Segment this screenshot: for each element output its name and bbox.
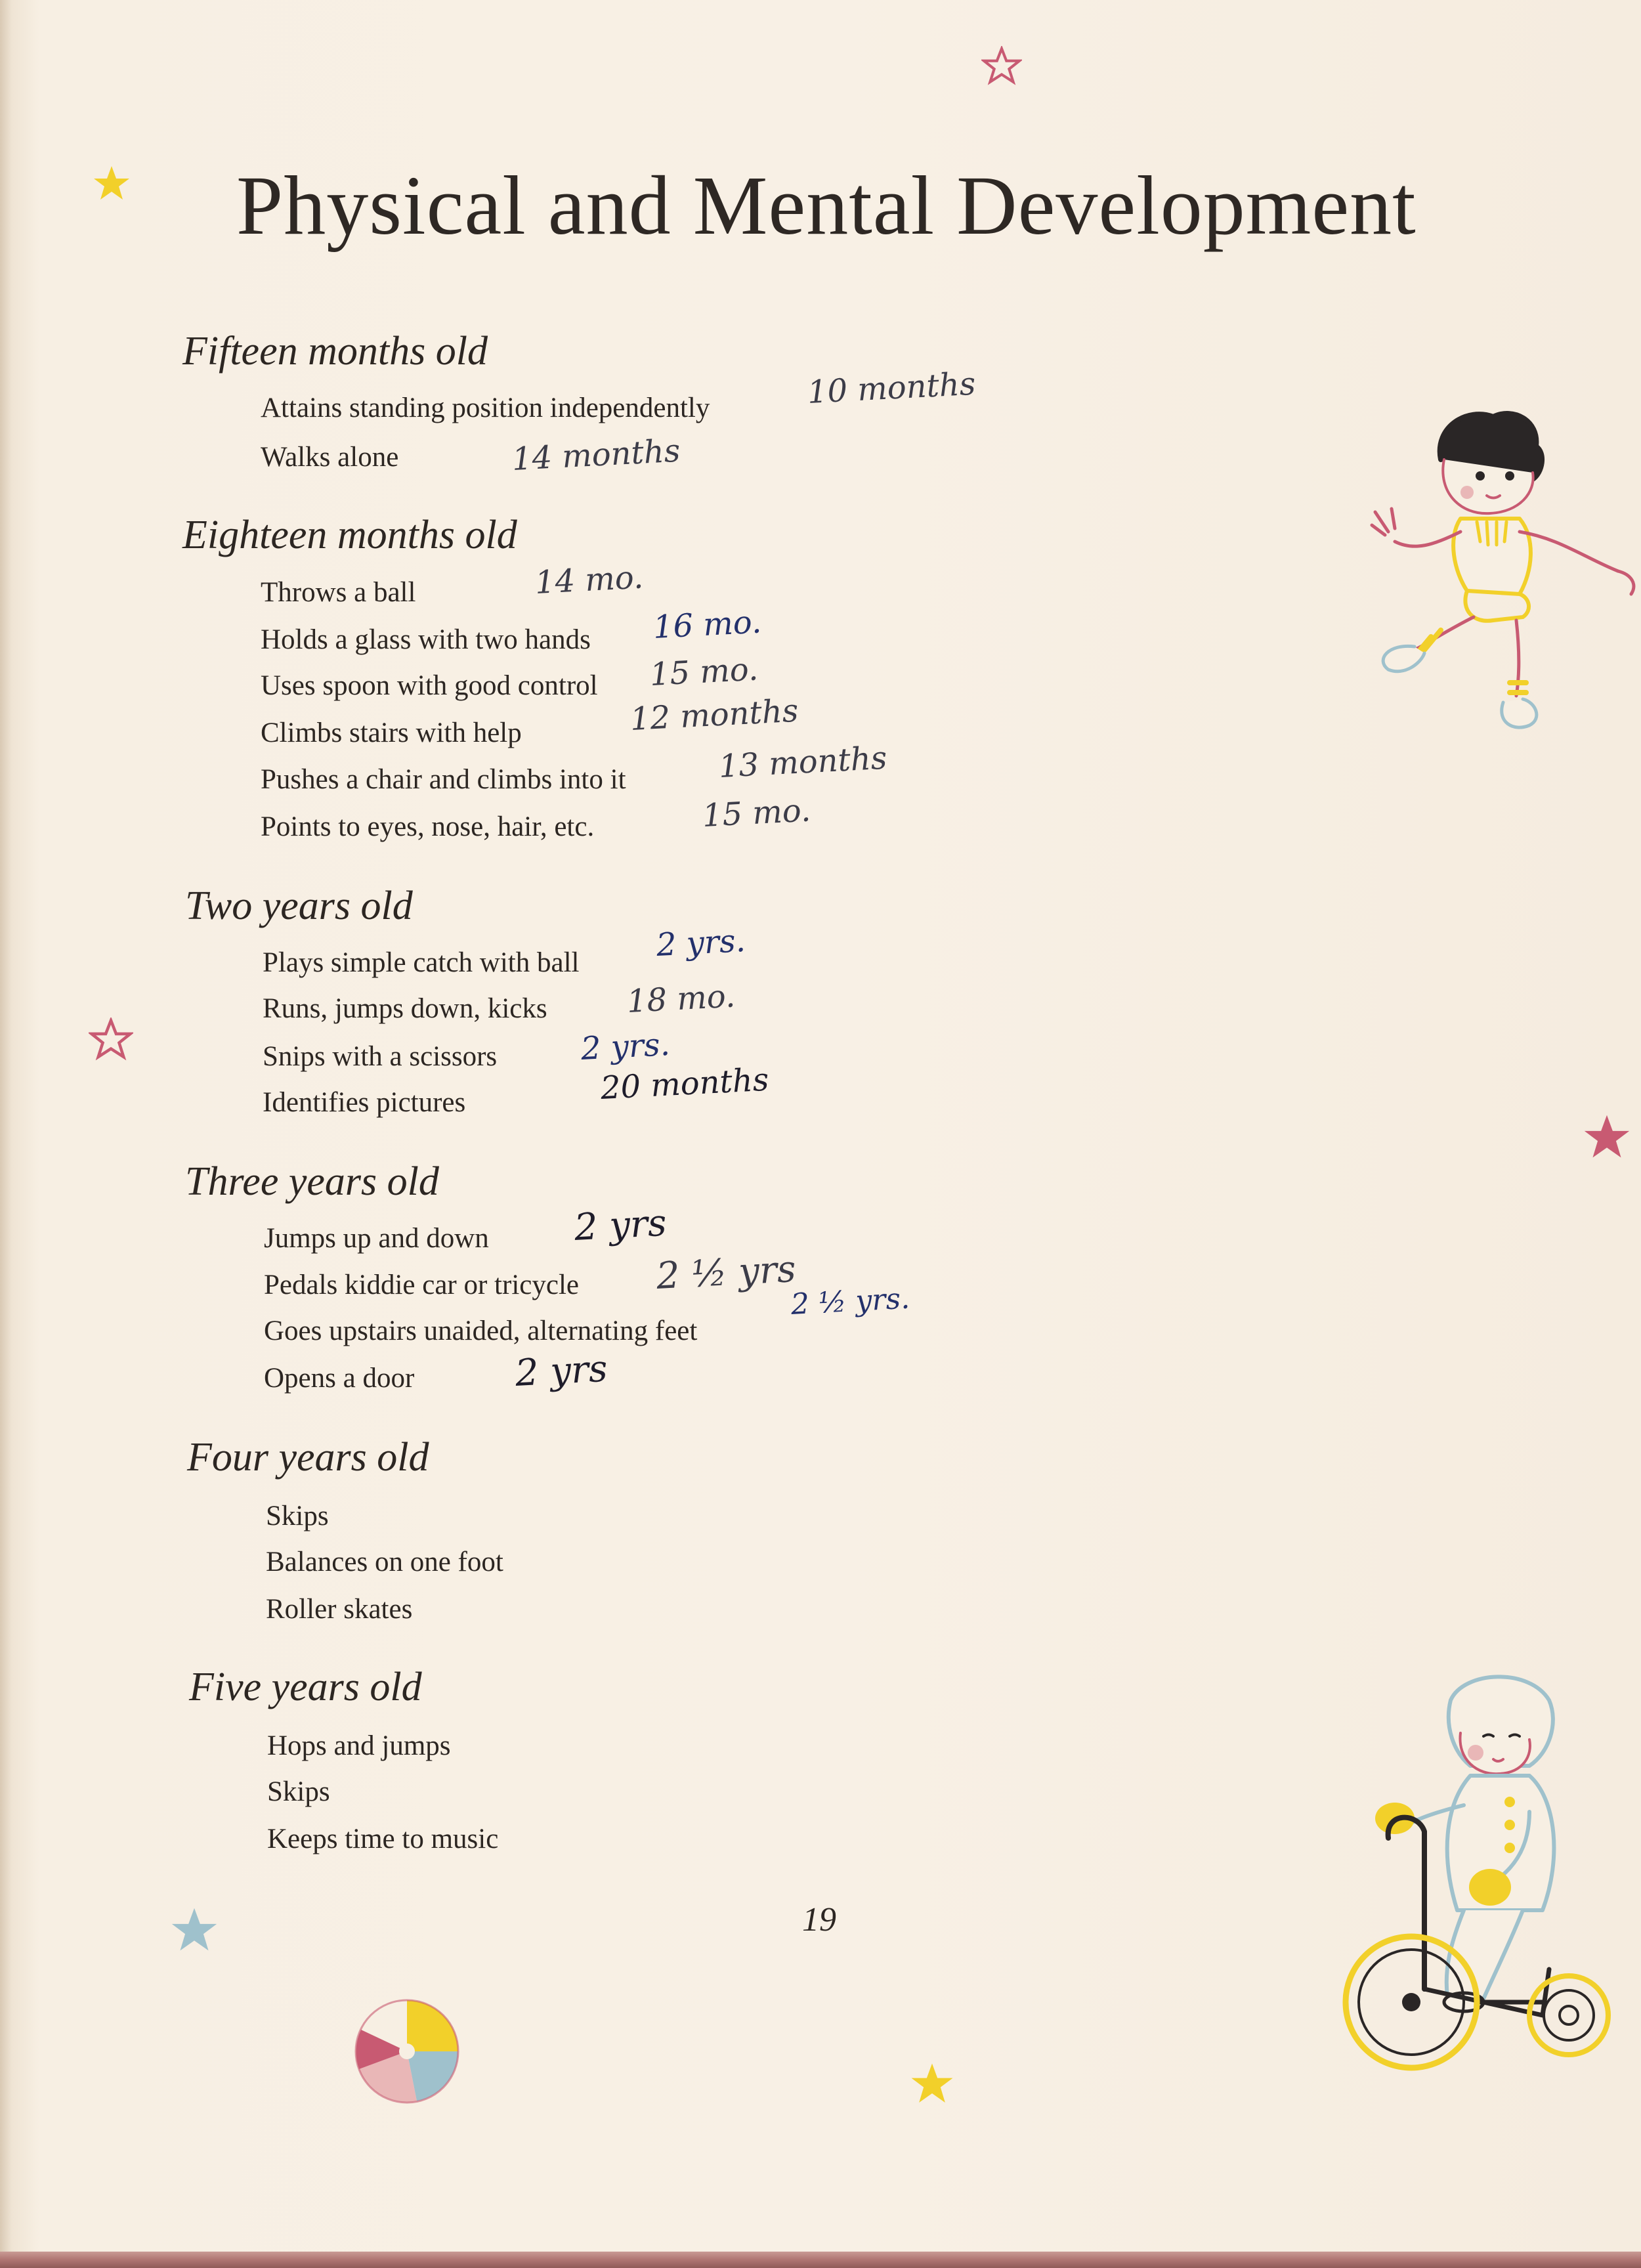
star-icon <box>909 2061 955 2107</box>
section-heading-two-years: Two years old <box>185 884 413 928</box>
handwritten-note: 10 months <box>806 365 977 411</box>
milestone-label: Points to eyes, nose, hair, etc. <box>261 811 595 842</box>
milestone-label: Roller skates <box>266 1594 413 1625</box>
milestone-label: Jumps up and down <box>264 1223 489 1254</box>
star-icon <box>981 46 1022 87</box>
star-icon <box>169 1906 219 1956</box>
milestone-label: Skips <box>266 1501 329 1531</box>
handwritten-note: 2 ½ yrs <box>655 1247 798 1298</box>
child-kicking-illustration <box>1369 400 1641 742</box>
star-icon <box>1582 1113 1632 1163</box>
milestone-label: Opens a door <box>264 1363 415 1394</box>
handwritten-note: 15 mo. <box>701 792 812 834</box>
milestone-label: Plays simple catch with ball <box>263 947 580 978</box>
section-heading-eighteen-months: Eighteen months old <box>182 513 517 557</box>
handwritten-note: 2 yrs <box>514 1347 609 1395</box>
milestone-label: Pushes a chair and climbs into it <box>261 764 626 795</box>
section-heading-three-years: Three years old <box>185 1159 439 1204</box>
handwritten-note: 20 months <box>599 1061 770 1107</box>
milestone-label: Holds a glass with two hands <box>261 624 591 655</box>
milestone-label: Snips with a scissors <box>263 1041 498 1072</box>
child-tricycle-illustration <box>1332 1661 1621 2081</box>
handwritten-note: 14 mo. <box>534 559 645 601</box>
milestone-label: Walks alone <box>261 442 399 473</box>
page-bottom-edge <box>0 2252 1641 2268</box>
handwritten-note: 2 yrs <box>573 1201 668 1249</box>
handwritten-note: 12 months <box>629 692 799 738</box>
star-icon <box>92 164 131 203</box>
handwritten-note: 2 yrs. <box>580 1025 671 1067</box>
section-heading-four-years: Four years old <box>187 1435 429 1480</box>
section-heading-five-years: Five years old <box>189 1665 422 1709</box>
page-number: 19 <box>802 1901 836 1938</box>
milestone-label: Attains standing position independently <box>261 393 710 423</box>
milestone-label: Skips <box>267 1776 330 1807</box>
page-title: Physical and Mental Development <box>236 159 1417 252</box>
milestone-label: Balances on one foot <box>266 1547 503 1577</box>
handwritten-note: 16 mo. <box>652 603 763 646</box>
milestone-label: Goes upstairs unaided, alternating feet <box>264 1316 698 1346</box>
section-heading-fifteen-months: Fifteen months old <box>182 329 488 374</box>
milestone-label: Throws a ball <box>261 577 416 608</box>
handwritten-note: 13 months <box>717 739 888 785</box>
milestone-label: Keeps time to music <box>267 1824 499 1854</box>
handwritten-note: 15 mo. <box>649 651 759 693</box>
handwritten-note: 18 mo. <box>626 977 736 1020</box>
handwritten-note: 14 months <box>511 432 681 478</box>
milestone-label: Pedals kiddie car or tricycle <box>264 1270 579 1300</box>
beach-ball-icon <box>351 1996 463 2107</box>
milestone-label: Uses spoon with good control <box>261 670 598 701</box>
milestone-label: Runs, jumps down, kicks <box>263 993 547 1024</box>
handwritten-note: 2 yrs. <box>655 922 747 964</box>
handwritten-note: 2 ½ yrs. <box>790 1281 911 1321</box>
milestone-label: Hops and jumps <box>267 1730 451 1761</box>
star-icon <box>89 1017 133 1062</box>
milestone-label: Climbs stairs with help <box>261 717 522 748</box>
milestone-label: Identifies pictures <box>263 1087 466 1118</box>
